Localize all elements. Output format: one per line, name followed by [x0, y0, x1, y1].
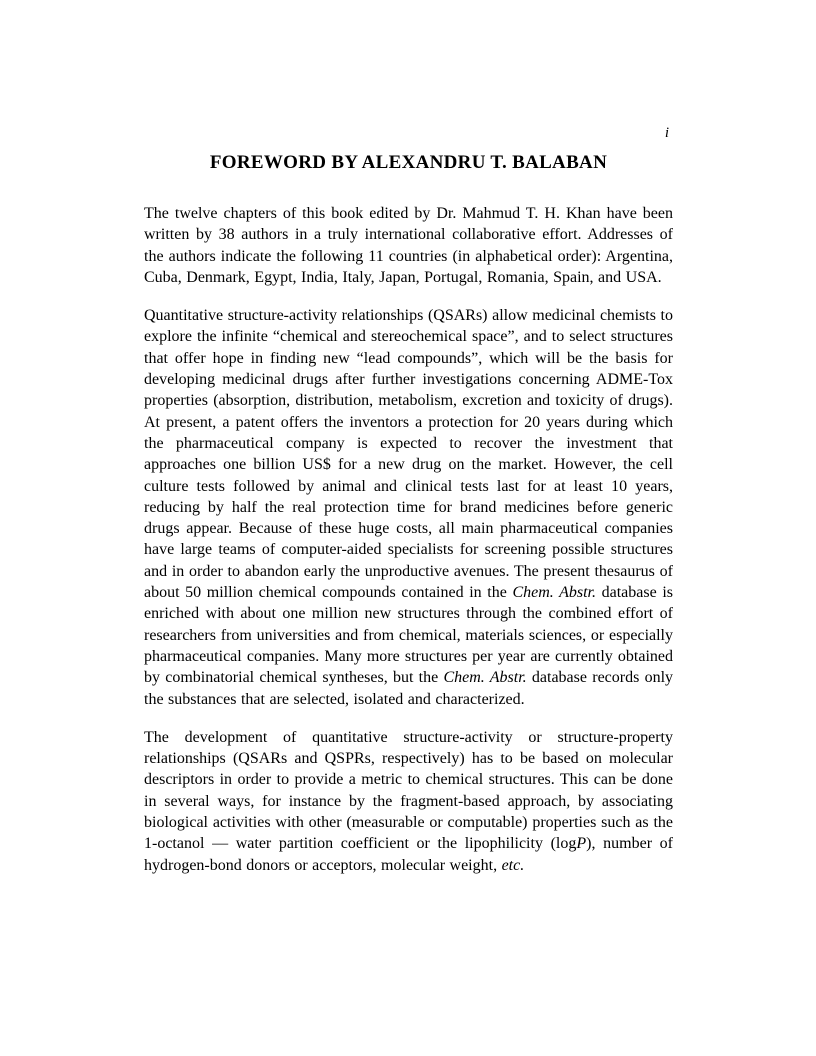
paragraph — [144, 203, 673, 288]
text-run: database is enriched with about one million new structures through the combined effort of researchers from universities and from chemical, materials sciences, or especially pharmaceutical companies. Many more structures per year are currently obtained by combinatorial chemical syntheses, but the — [144, 584, 674, 687]
text-run: Quantitative structure-activity relationships (QSARs) allow medicinal chemists to explore the infinite “chemical and stereochemical space”, and to select structures that offer hope in finding new “lead compounds”, which will be the basis for developing medicinal drugs after further investigations concerning ADME-Tox properties (absorption, distribution, metabolism, excretion and toxicity of drugs). At present, a patent offers the inventors a protection for 20 years during which the pharmaceutical company is expected to recover the investment that approaches one billion US$ for a new drug on the market. However, the cell culture tests followed by animal and clinical tests last for at least 10 years, reducing by half the real protection time for brand medicines before generic drugs appear. Because of these huge costs, all main pharmaceutical companies have large teams of computer-aided specialists for screening possible structures and in order to abandon early the unproductive avenues. The present thesaurus of about 50 million chemical compounds contained in the — [144, 307, 673, 602]
page-number: i — [664, 125, 669, 141]
text-run: The twelve chapters of this book edited by Dr. Mahmud T. H. Khan have been written by 38 authors in a truly international collaborative effort. Addresses of the authors indicate the following 11 countries (in alphabetical order): Argentina, Cuba, Denmark, Egypt, India, Italy, Japan, Portugal, Romania, Spain, and USA. — [144, 205, 673, 286]
text-run: database records only the substances that are selected, isolated and characterized. — [144, 669, 674, 708]
italic-text-run: P — [576, 835, 587, 853]
paragraph — [144, 727, 673, 876]
page-title: FOREWORD BY ALEXANDRU T. BALABAN — [209, 152, 608, 173]
paragraph — [144, 305, 673, 710]
text-run: ), number of hydrogen-bond donors or acceptors, molecular weight, — [144, 835, 674, 874]
italic-text-run: Chem. Abstr. — [443, 669, 527, 687]
italic-text-run: Chem. Abstr. — [512, 584, 597, 602]
paragraphs-container — [144, 203, 673, 876]
italic-text-run: etc. — [501, 856, 525, 874]
text-run: The development of quantitative structure-activity or structure-property relationships (QSARs and QSPRs, respectively) has to be based on molecular descriptors in order to provide a metric to chemical structures. This can be done in several ways, for instance by the fragment-based approach, by associating biological activities with other (measurable or computable) properties such as the 1-octanol — water partition coefficient or the lipophilicity (log — [144, 728, 673, 853]
